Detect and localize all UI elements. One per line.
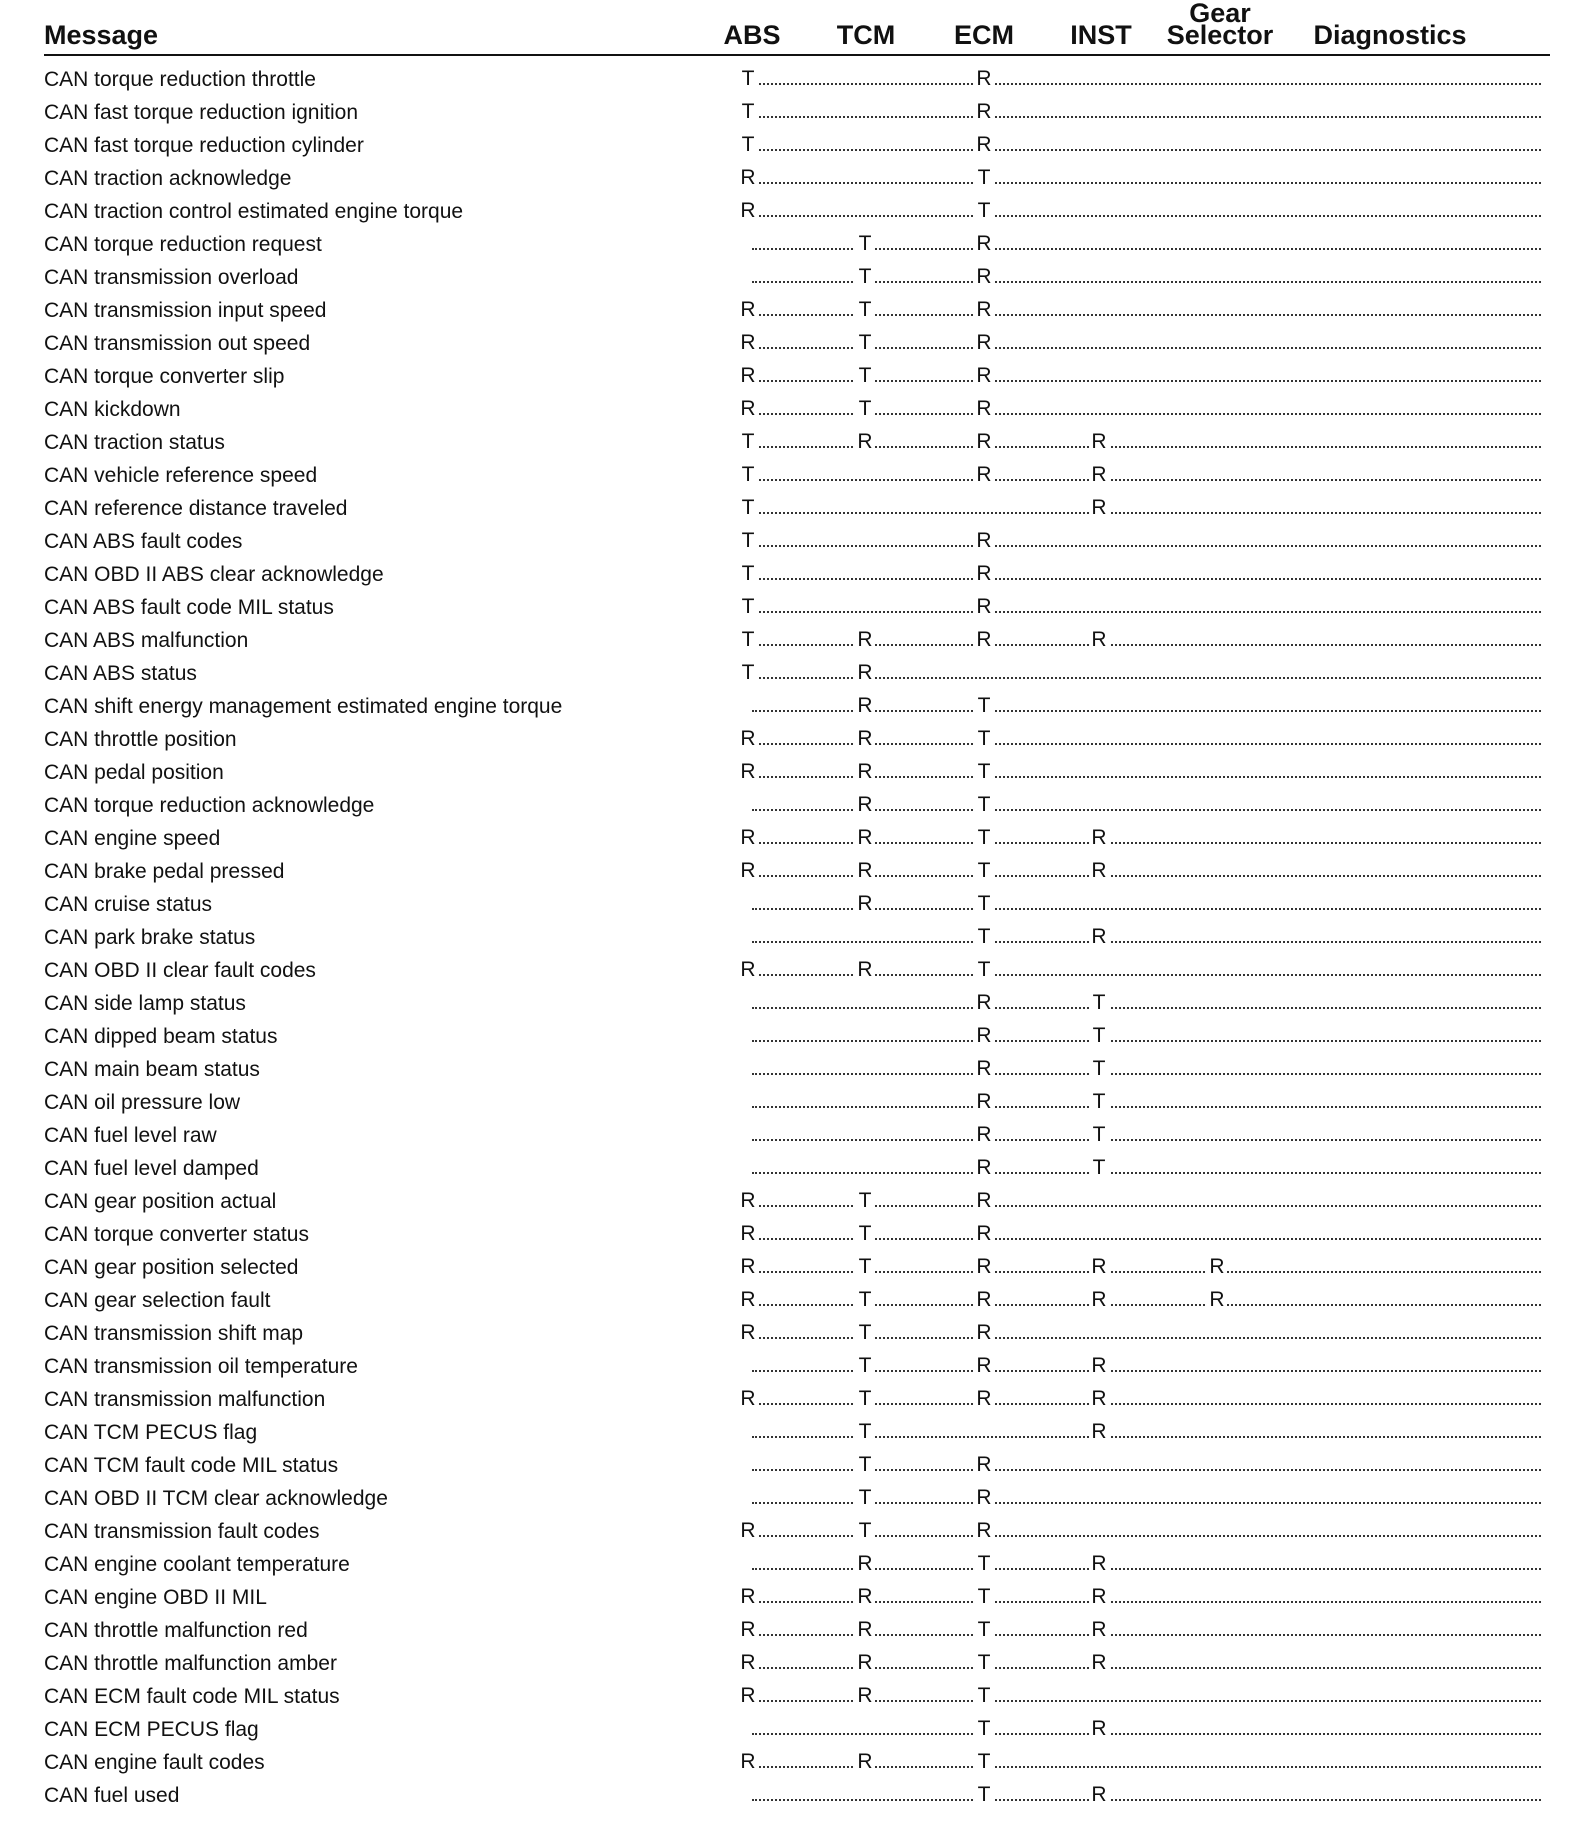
message-label: CAN engine OBD II MIL <box>44 1586 267 1609</box>
dot-leader <box>752 215 1541 217</box>
dot-leader <box>752 1139 1541 1141</box>
tcm-marker: R <box>855 1586 875 1608</box>
message-label: CAN OBD II clear fault codes <box>44 959 316 982</box>
abs-marker: T <box>738 431 758 453</box>
header-gear-selector-line1: Gear <box>1189 0 1251 28</box>
message-label: CAN transmission fault codes <box>44 1520 320 1543</box>
table-row <box>0 1417 1584 1450</box>
table-row <box>0 691 1584 724</box>
tcm-marker: R <box>855 1652 875 1674</box>
ecm-marker: R <box>974 266 994 288</box>
abs-marker: T <box>738 497 758 519</box>
table-row <box>0 1186 1584 1219</box>
gear-selector-marker: R <box>1207 1289 1227 1311</box>
tcm-marker: T <box>855 1190 875 1212</box>
inst-marker: R <box>1089 1388 1109 1410</box>
table-row <box>0 955 1584 988</box>
inst-marker: T <box>1089 992 1109 1014</box>
table-row <box>0 988 1584 1021</box>
header-gear-selector-line2: Selector <box>1166 20 1274 50</box>
abs-marker: R <box>738 167 758 189</box>
message-label: CAN traction acknowledge <box>44 167 292 190</box>
table-row <box>0 394 1584 427</box>
table-row <box>0 1252 1584 1285</box>
ecm-marker: R <box>974 1322 994 1344</box>
message-label: CAN torque converter status <box>44 1223 309 1246</box>
table-row <box>0 1450 1584 1483</box>
dot-leader <box>752 479 1541 481</box>
message-label: CAN torque reduction acknowledge <box>44 794 375 817</box>
abs-marker: T <box>738 530 758 552</box>
inst-marker: T <box>1089 1025 1109 1047</box>
message-label: CAN ECM fault code MIL status <box>44 1685 340 1708</box>
dot-leader <box>752 1040 1541 1042</box>
abs-marker: R <box>738 761 758 783</box>
tcm-marker: R <box>855 893 875 915</box>
table-row <box>0 1153 1584 1186</box>
ecm-marker: R <box>974 431 994 453</box>
message-label: CAN main beam status <box>44 1058 260 1081</box>
abs-marker: R <box>738 959 758 981</box>
inst-marker: R <box>1089 629 1109 651</box>
tcm-marker: R <box>855 1553 875 1575</box>
ecm-marker: T <box>974 893 994 915</box>
ecm-marker: R <box>974 1058 994 1080</box>
gear-selector-marker: R <box>1207 1256 1227 1278</box>
tcm-marker: T <box>855 398 875 420</box>
tcm-marker: T <box>855 266 875 288</box>
abs-marker: R <box>738 1223 758 1245</box>
ecm-marker: T <box>974 1784 994 1806</box>
tcm-marker: T <box>855 365 875 387</box>
table-row <box>0 1648 1584 1681</box>
dot-leader <box>752 1799 1541 1801</box>
table-row <box>0 361 1584 394</box>
inst-marker: T <box>1089 1157 1109 1179</box>
table-row <box>0 196 1584 229</box>
inst-marker: R <box>1089 497 1109 519</box>
message-label: CAN ABS fault codes <box>44 530 243 553</box>
message-label: CAN OBD II TCM clear acknowledge <box>44 1487 388 1510</box>
tcm-marker: R <box>855 431 875 453</box>
inst-marker: T <box>1089 1124 1109 1146</box>
message-label: CAN gear selection fault <box>44 1289 271 1312</box>
tcm-marker: R <box>855 1751 875 1773</box>
abs-marker: R <box>738 1751 758 1773</box>
table-row <box>0 790 1584 823</box>
message-label: CAN gear position selected <box>44 1256 299 1279</box>
dot-leader <box>752 1733 1541 1735</box>
ecm-marker: T <box>974 167 994 189</box>
dot-leader <box>752 149 1541 151</box>
ecm-marker: R <box>974 1355 994 1377</box>
inst-marker: R <box>1089 1289 1109 1311</box>
abs-marker: T <box>738 596 758 618</box>
message-label: CAN ABS status <box>44 662 197 685</box>
tcm-marker: T <box>855 1355 875 1377</box>
message-label: CAN transmission out speed <box>44 332 311 355</box>
message-label: CAN torque reduction request <box>44 233 322 256</box>
ecm-marker: T <box>974 1586 994 1608</box>
ecm-marker: R <box>974 1520 994 1542</box>
inst-marker: R <box>1089 1718 1109 1740</box>
abs-marker: R <box>738 200 758 222</box>
table-row <box>0 856 1584 889</box>
message-label: CAN transmission oil temperature <box>44 1355 358 1378</box>
table-row <box>0 1780 1584 1813</box>
message-label: CAN brake pedal pressed <box>44 860 285 883</box>
ecm-marker: R <box>974 101 994 123</box>
ecm-marker: R <box>974 1091 994 1113</box>
table-row <box>0 1549 1584 1582</box>
message-label: CAN throttle position <box>44 728 237 751</box>
table-row <box>0 163 1584 196</box>
abs-marker: R <box>738 1520 758 1542</box>
header-inst: INST <box>1070 20 1132 50</box>
abs-marker: T <box>738 464 758 486</box>
dot-leader <box>752 1172 1541 1174</box>
message-label: CAN torque converter slip <box>44 365 285 388</box>
ecm-marker: T <box>974 794 994 816</box>
message-label: CAN pedal position <box>44 761 224 784</box>
table-row <box>0 592 1584 625</box>
tcm-marker: T <box>855 1520 875 1542</box>
message-label: CAN TCM fault code MIL status <box>44 1454 339 1477</box>
table-row <box>0 757 1584 790</box>
table-row <box>0 823 1584 856</box>
table-row <box>0 1582 1584 1615</box>
inst-marker: T <box>1089 1058 1109 1080</box>
ecm-marker: R <box>974 992 994 1014</box>
ecm-marker: T <box>974 761 994 783</box>
ecm-marker: R <box>974 365 994 387</box>
table-row <box>0 1747 1584 1780</box>
message-label: CAN engine fault codes <box>44 1751 265 1774</box>
abs-marker: R <box>738 1190 758 1212</box>
ecm-marker: R <box>974 1190 994 1212</box>
tcm-marker: R <box>855 959 875 981</box>
table-row <box>0 1615 1584 1648</box>
abs-marker: R <box>738 1322 758 1344</box>
ecm-marker: T <box>974 1751 994 1773</box>
table-row <box>0 262 1584 295</box>
ecm-marker: R <box>974 1289 994 1311</box>
message-label: CAN vehicle reference speed <box>44 464 318 487</box>
ecm-marker: T <box>974 959 994 981</box>
table-row <box>0 1351 1584 1384</box>
abs-marker: R <box>738 1652 758 1674</box>
message-label: CAN engine coolant temperature <box>44 1553 350 1576</box>
message-label: CAN dipped beam status <box>44 1025 278 1048</box>
table-row <box>0 625 1584 658</box>
table-row <box>0 526 1584 559</box>
tcm-marker: T <box>855 1256 875 1278</box>
ecm-marker: R <box>974 1157 994 1179</box>
message-label: CAN fuel level damped <box>44 1157 259 1180</box>
message-label: CAN ABS fault code MIL status <box>44 596 334 619</box>
table-row <box>0 1714 1584 1747</box>
message-label: CAN ABS malfunction <box>44 629 249 652</box>
table-row <box>0 559 1584 592</box>
message-label: CAN OBD II ABS clear acknowledge <box>44 563 384 586</box>
table-row <box>0 130 1584 163</box>
ecm-marker: R <box>974 332 994 354</box>
inst-marker: R <box>1089 1421 1109 1443</box>
table-row <box>0 97 1584 130</box>
dot-leader <box>752 83 1541 85</box>
abs-marker: R <box>738 332 758 354</box>
dot-leader <box>752 545 1541 547</box>
inst-marker: R <box>1089 464 1109 486</box>
tcm-marker: T <box>855 233 875 255</box>
ecm-marker: T <box>974 860 994 882</box>
tcm-marker: T <box>855 332 875 354</box>
ecm-marker: T <box>974 1718 994 1740</box>
table-row <box>0 1483 1584 1516</box>
dot-leader <box>752 116 1541 118</box>
table-row <box>0 229 1584 262</box>
header-tcm: TCM <box>836 20 896 50</box>
table-row <box>0 1384 1584 1417</box>
abs-marker: R <box>738 860 758 882</box>
message-label: CAN ECM PECUS flag <box>44 1718 259 1741</box>
inst-marker: R <box>1089 431 1109 453</box>
ecm-marker: R <box>974 596 994 618</box>
abs-marker: T <box>738 629 758 651</box>
table-row <box>0 1120 1584 1153</box>
message-label: CAN fuel used <box>44 1784 180 1807</box>
ecm-marker: R <box>974 233 994 255</box>
dot-leader <box>752 1007 1541 1009</box>
message-label: CAN kickdown <box>44 398 181 421</box>
tcm-marker: R <box>855 827 875 849</box>
abs-marker: R <box>738 1685 758 1707</box>
message-label: CAN shift energy management estimated engine torque <box>44 695 563 718</box>
abs-marker: R <box>738 1586 758 1608</box>
inst-marker: R <box>1089 1619 1109 1641</box>
ecm-marker: T <box>974 1652 994 1674</box>
table-row <box>0 1681 1584 1714</box>
message-label: CAN TCM PECUS flag <box>44 1421 258 1444</box>
inst-marker: R <box>1089 827 1109 849</box>
abs-marker: R <box>738 1619 758 1641</box>
ecm-marker: R <box>974 398 994 420</box>
tcm-marker: T <box>855 1487 875 1509</box>
abs-marker: R <box>738 365 758 387</box>
abs-marker: R <box>738 1388 758 1410</box>
abs-marker: T <box>738 563 758 585</box>
ecm-marker: T <box>974 1553 994 1575</box>
tcm-marker: R <box>855 662 875 684</box>
inst-marker: T <box>1089 1091 1109 1113</box>
table-row <box>0 889 1584 922</box>
table-row <box>0 922 1584 955</box>
abs-marker: R <box>738 398 758 420</box>
ecm-marker: R <box>974 299 994 321</box>
table-row <box>0 328 1584 361</box>
header-message: Message <box>44 20 159 50</box>
ecm-marker: R <box>974 629 994 651</box>
inst-marker: R <box>1089 1586 1109 1608</box>
tcm-marker: T <box>855 1289 875 1311</box>
table-row <box>0 1054 1584 1087</box>
tcm-marker: T <box>855 1454 875 1476</box>
abs-marker: T <box>738 662 758 684</box>
message-label: CAN engine speed <box>44 827 221 850</box>
abs-marker: R <box>738 299 758 321</box>
dot-leader <box>752 1106 1541 1108</box>
message-label: CAN fast torque reduction ignition <box>44 101 359 124</box>
tcm-marker: R <box>855 728 875 750</box>
message-label: CAN side lamp status <box>44 992 246 1015</box>
dot-leader <box>752 182 1541 184</box>
inst-marker: R <box>1089 1784 1109 1806</box>
tcm-marker: T <box>855 299 875 321</box>
tcm-marker: R <box>855 860 875 882</box>
inst-marker: R <box>1089 1256 1109 1278</box>
table-row <box>0 1021 1584 1054</box>
table-row <box>0 460 1584 493</box>
tcm-marker: T <box>855 1421 875 1443</box>
ecm-marker: R <box>974 134 994 156</box>
message-label: CAN park brake status <box>44 926 256 949</box>
tcm-marker: R <box>855 1619 875 1641</box>
abs-marker: R <box>738 1256 758 1278</box>
ecm-marker: T <box>974 728 994 750</box>
ecm-marker: T <box>974 200 994 222</box>
tcm-marker: T <box>855 1388 875 1410</box>
ecm-marker: T <box>974 926 994 948</box>
table-row <box>0 493 1584 526</box>
header-abs: ABS <box>723 20 781 50</box>
message-label: CAN transmission input speed <box>44 299 327 322</box>
dot-leader <box>752 1073 1541 1075</box>
message-label: CAN cruise status <box>44 893 213 916</box>
dot-leader <box>752 941 1541 943</box>
header-diagnostics: Diagnostics <box>1313 20 1467 50</box>
ecm-marker: T <box>974 1685 994 1707</box>
ecm-marker: R <box>974 563 994 585</box>
table-row <box>0 1087 1584 1120</box>
abs-marker: T <box>738 101 758 123</box>
table-row <box>0 1516 1584 1549</box>
ecm-marker: R <box>974 1487 994 1509</box>
ecm-marker: R <box>974 1388 994 1410</box>
message-label: CAN transmission overload <box>44 266 299 289</box>
table-row <box>0 1318 1584 1351</box>
inst-marker: R <box>1089 926 1109 948</box>
inst-marker: R <box>1089 1355 1109 1377</box>
message-label: CAN oil pressure low <box>44 1091 241 1114</box>
tcm-marker: R <box>855 629 875 651</box>
message-label: CAN fuel level raw <box>44 1124 217 1147</box>
abs-marker: R <box>738 827 758 849</box>
tcm-marker: T <box>855 1223 875 1245</box>
message-label: CAN traction status <box>44 431 225 454</box>
message-label: CAN gear position actual <box>44 1190 277 1213</box>
ecm-marker: R <box>974 68 994 90</box>
message-label: CAN reference distance traveled <box>44 497 348 520</box>
table-row <box>0 427 1584 460</box>
ecm-marker: T <box>974 695 994 717</box>
message-label: CAN throttle malfunction red <box>44 1619 308 1642</box>
tcm-marker: R <box>855 794 875 816</box>
table-row <box>0 724 1584 757</box>
dot-leader <box>752 578 1541 580</box>
ecm-marker: R <box>974 1223 994 1245</box>
ecm-marker: T <box>974 827 994 849</box>
message-label: CAN throttle malfunction amber <box>44 1652 337 1675</box>
tcm-marker: R <box>855 695 875 717</box>
ecm-marker: R <box>974 1454 994 1476</box>
table-row <box>0 1219 1584 1252</box>
abs-marker: T <box>738 134 758 156</box>
inst-marker: R <box>1089 1652 1109 1674</box>
tcm-marker: T <box>855 1322 875 1344</box>
ecm-marker: R <box>974 1025 994 1047</box>
ecm-marker: R <box>974 530 994 552</box>
message-label: CAN fast torque reduction cylinder <box>44 134 364 157</box>
message-label: CAN transmission malfunction <box>44 1388 326 1411</box>
tcm-marker: R <box>855 1685 875 1707</box>
abs-marker: R <box>738 1289 758 1311</box>
table-row <box>0 1285 1584 1318</box>
message-label: CAN transmission shift map <box>44 1322 304 1345</box>
message-label: CAN traction control estimated engine torque <box>44 200 464 223</box>
inst-marker: R <box>1089 1553 1109 1575</box>
tcm-marker: R <box>855 761 875 783</box>
header-ecm: ECM <box>954 20 1014 50</box>
abs-marker: R <box>738 728 758 750</box>
dot-leader <box>752 512 1541 514</box>
table-row <box>0 64 1584 97</box>
table-row <box>0 295 1584 328</box>
ecm-marker: R <box>974 464 994 486</box>
message-label: CAN torque reduction throttle <box>44 68 316 91</box>
ecm-marker: R <box>974 1124 994 1146</box>
ecm-marker: R <box>974 1256 994 1278</box>
dot-leader <box>752 611 1541 613</box>
ecm-marker: T <box>974 1619 994 1641</box>
inst-marker: R <box>1089 860 1109 882</box>
abs-marker: T <box>738 68 758 90</box>
table-row <box>0 658 1584 691</box>
